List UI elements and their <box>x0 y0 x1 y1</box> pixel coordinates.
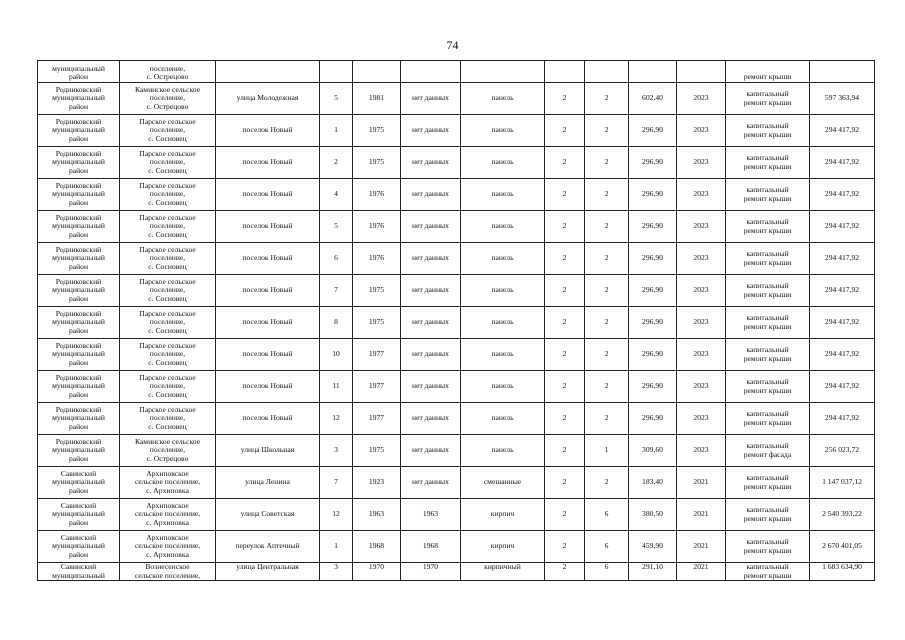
cell-area: 309,60 <box>629 435 677 467</box>
cell-cost: 2 670 401,05 <box>810 531 875 563</box>
cell-street <box>216 61 320 83</box>
table-row <box>38 179 875 211</box>
cell-district: Родниковский муниципальный район <box>38 403 120 435</box>
cell-district: Родниковский муниципальный район <box>38 435 120 467</box>
cell-area: 291,10 <box>629 563 677 581</box>
cell-settlement: Парское сельское поселение, с. Сосновец <box>120 115 216 147</box>
cell-entrances: 2 <box>585 307 629 339</box>
cell-district: Родниковский муниципальный район <box>38 83 120 115</box>
cell-year-built: 1976 <box>353 243 401 275</box>
cell-year-overhaul: нет данных <box>401 339 461 371</box>
cell-plan-year <box>677 61 726 83</box>
cell-settlement: Каминское сельское поселение, с. Острецово <box>120 83 216 115</box>
cell-plan-year: 2023 <box>677 403 726 435</box>
cell-district: Родниковский муниципальный район <box>38 211 120 243</box>
cell-entrances: 6 <box>585 499 629 531</box>
cell-house: 7 <box>320 275 353 307</box>
cell-year-overhaul: нет данных <box>401 243 461 275</box>
cell-cost: 294 417,92 <box>810 115 875 147</box>
cell-plan-year: 2023 <box>677 211 726 243</box>
cell-work-type: капитальный ремонт крыши <box>726 147 810 179</box>
cell-settlement: Вознесенское сельское поселение, <box>120 563 216 581</box>
table-row <box>38 307 875 339</box>
cell-settlement: Парское сельское поселение, с. Сосновец <box>120 403 216 435</box>
cell-year-overhaul: нет данных <box>401 467 461 499</box>
cell-area: 296,90 <box>629 371 677 403</box>
cell-year-built: 1975 <box>353 147 401 179</box>
cell-wall-material: панель <box>461 275 545 307</box>
cell-settlement: Парское сельское поселение, с. Сосновец <box>120 339 216 371</box>
cell-floors: 2 <box>545 179 585 211</box>
cell-house: 2 <box>320 147 353 179</box>
table-row <box>38 371 875 403</box>
cell-area: 296,90 <box>629 115 677 147</box>
cell-work-type: капитальный ремонт крыши <box>726 243 810 275</box>
cell-wall-material: панель <box>461 147 545 179</box>
cell-plan-year: 2023 <box>677 339 726 371</box>
cell-work-type: капитальный ремонт крыши <box>726 179 810 211</box>
cell-area: 296,90 <box>629 307 677 339</box>
cell-street: улица Школьная <box>216 435 320 467</box>
cell-floors: 2 <box>545 307 585 339</box>
cell-cost: 294 417,92 <box>810 339 875 371</box>
cell-year-overhaul <box>401 61 461 83</box>
cell-year-built: 1975 <box>353 115 401 147</box>
cell-work-type: капитальный ремонт крыши <box>726 499 810 531</box>
cell-wall-material: кирпич <box>461 531 545 563</box>
cell-street: улица Молодежная <box>216 83 320 115</box>
cell-floors: 2 <box>545 115 585 147</box>
cell-area: 296,90 <box>629 147 677 179</box>
cell-settlement: Парское сельское поселение, с. Сосновец <box>120 307 216 339</box>
cell-settlement: Архиповское сельское поселение, с. Архиповка <box>120 467 216 499</box>
cell-plan-year: 2023 <box>677 307 726 339</box>
cell-street: поселок Новый <box>216 371 320 403</box>
cell-entrances: 2 <box>585 179 629 211</box>
cell-entrances: 6 <box>585 531 629 563</box>
cell-year-overhaul: нет данных <box>401 275 461 307</box>
cell-cost: 1 147 037,12 <box>810 467 875 499</box>
cell-district: Родниковский муниципальный район <box>38 243 120 275</box>
cell-year-built: 1963 <box>353 499 401 531</box>
cell-year-overhaul: нет данных <box>401 435 461 467</box>
cell-street: улица Центральная <box>216 563 320 581</box>
cell-street: улица Ленина <box>216 467 320 499</box>
cell-cost: 294 417,92 <box>810 243 875 275</box>
cell-work-type: капитальный ремонт крыши <box>726 275 810 307</box>
cell-floors: 2 <box>545 275 585 307</box>
buildings-table <box>37 60 875 581</box>
cell-house: 12 <box>320 499 353 531</box>
cell-work-type: ремонт крыши <box>726 61 810 83</box>
cell-floors: 2 <box>545 435 585 467</box>
cell-street: поселок Новый <box>216 275 320 307</box>
cell-work-type: капитальный ремонт крыши <box>726 371 810 403</box>
cell-year-built: 1976 <box>353 179 401 211</box>
cell-street: переулок Аптечный <box>216 531 320 563</box>
cell-floors: 2 <box>545 403 585 435</box>
cell-house: 8 <box>320 307 353 339</box>
table-row <box>38 403 875 435</box>
cell-year-overhaul: нет данных <box>401 371 461 403</box>
cell-year-overhaul: нет данных <box>401 179 461 211</box>
cell-plan-year: 2023 <box>677 371 726 403</box>
cell-floors: 2 <box>545 467 585 499</box>
cell-settlement: Парское сельское поселение, с. Сосновец <box>120 211 216 243</box>
cell-year-built: 1975 <box>353 307 401 339</box>
cell-house: 6 <box>320 243 353 275</box>
cell-entrances: 2 <box>585 83 629 115</box>
cell-area: 296,90 <box>629 275 677 307</box>
cell-cost: 294 417,92 <box>810 371 875 403</box>
page-number: 74 <box>446 38 459 52</box>
cell-settlement: Парское сельское поселение, с. Сосновец <box>120 147 216 179</box>
cell-floors: 2 <box>545 371 585 403</box>
cell-entrances: 1 <box>585 435 629 467</box>
cell-year-overhaul: нет данных <box>401 83 461 115</box>
cell-year-built: 1923 <box>353 467 401 499</box>
cell-work-type: капитальный ремонт крыши <box>726 83 810 115</box>
cell-plan-year: 2023 <box>677 115 726 147</box>
cell-area: 296,90 <box>629 211 677 243</box>
cell-settlement: Парское сельское поселение, с. Сосновец <box>120 371 216 403</box>
cell-entrances: 2 <box>585 275 629 307</box>
cell-house: 4 <box>320 179 353 211</box>
table-row <box>38 339 875 371</box>
cell-entrances: 6 <box>585 563 629 581</box>
cell-work-type: капитальный ремонт крыши <box>726 403 810 435</box>
cell-entrances: 2 <box>585 339 629 371</box>
cell-year-overhaul: нет данных <box>401 211 461 243</box>
table-row <box>38 467 875 499</box>
cell-wall-material: кирпичный <box>461 563 545 581</box>
cell-wall-material <box>461 61 545 83</box>
cell-year-built: 1977 <box>353 371 401 403</box>
cell-wall-material: панель <box>461 211 545 243</box>
cell-plan-year: 2021 <box>677 563 726 581</box>
table-row <box>38 83 875 115</box>
cell-cost: 597 363,94 <box>810 83 875 115</box>
cell-cost: 294 417,92 <box>810 179 875 211</box>
cell-district: Родниковский муниципальный район <box>38 147 120 179</box>
cell-floors: 2 <box>545 563 585 581</box>
table-row <box>38 147 875 179</box>
cell-entrances: 2 <box>585 115 629 147</box>
cell-wall-material: панель <box>461 371 545 403</box>
cell-cost: 1 683 634,90 <box>810 563 875 581</box>
cell-house <box>320 61 353 83</box>
cell-floors: 2 <box>545 211 585 243</box>
cell-district: Родниковский муниципальный район <box>38 115 120 147</box>
cell-wall-material: панель <box>461 307 545 339</box>
table-row <box>38 243 875 275</box>
table-row <box>38 531 875 563</box>
cell-year-built: 1981 <box>353 83 401 115</box>
table-row <box>38 275 875 307</box>
cell-area: 296,90 <box>629 179 677 211</box>
table-row <box>38 499 875 531</box>
cell-wall-material: панель <box>461 435 545 467</box>
cell-work-type: капитальный ремонт крыши <box>726 531 810 563</box>
cell-district: Родниковский муниципальный район <box>38 179 120 211</box>
cell-cost: 294 417,92 <box>810 211 875 243</box>
cell-floors: 2 <box>545 339 585 371</box>
cell-area: 459,90 <box>629 531 677 563</box>
table-row <box>38 115 875 147</box>
cell-settlement: Каминское сельское поселение, с. Острецово <box>120 435 216 467</box>
cell-area: 296,90 <box>629 339 677 371</box>
cell-house: 12 <box>320 403 353 435</box>
cell-floors: 2 <box>545 83 585 115</box>
cell-year-built: 1970 <box>353 563 401 581</box>
cell-work-type: капитальный ремонт крыши <box>726 307 810 339</box>
cell-floors: 2 <box>545 531 585 563</box>
cell-district: муниципальный район <box>38 61 120 83</box>
cell-area <box>629 61 677 83</box>
cell-street: улица Советская <box>216 499 320 531</box>
cell-street: поселок Новый <box>216 147 320 179</box>
cell-floors: 2 <box>545 147 585 179</box>
cell-cost <box>810 61 875 83</box>
cell-district: Савинский муниципальный район <box>38 467 120 499</box>
cell-work-type: капитальный ремонт крыши <box>726 467 810 499</box>
cell-year-built: 1977 <box>353 339 401 371</box>
cell-house: 5 <box>320 211 353 243</box>
cell-plan-year: 2023 <box>677 243 726 275</box>
cell-floors: 2 <box>545 499 585 531</box>
cell-cost: 294 417,92 <box>810 403 875 435</box>
cell-year-built: 1976 <box>353 211 401 243</box>
cell-entrances: 2 <box>585 403 629 435</box>
cell-house: 3 <box>320 563 353 581</box>
cell-area: 380,50 <box>629 499 677 531</box>
cell-plan-year: 2023 <box>677 275 726 307</box>
cell-entrances: 2 <box>585 243 629 275</box>
cell-house: 5 <box>320 83 353 115</box>
cell-year-overhaul: 1963 <box>401 499 461 531</box>
cell-entrances <box>585 61 629 83</box>
cell-wall-material: панель <box>461 179 545 211</box>
cell-wall-material: панель <box>461 83 545 115</box>
cell-area: 296,90 <box>629 243 677 275</box>
cell-settlement: Архиповское сельское поселение, с. Архиповка <box>120 499 216 531</box>
cell-work-type: капитальный ремонт крыши <box>726 339 810 371</box>
cell-house: 7 <box>320 467 353 499</box>
cell-district: Родниковский муниципальный район <box>38 275 120 307</box>
cell-area: 602,40 <box>629 83 677 115</box>
cell-year-overhaul: нет данных <box>401 115 461 147</box>
cell-wall-material: кирпич <box>461 499 545 531</box>
cell-year-built: 1968 <box>353 531 401 563</box>
cell-entrances: 2 <box>585 371 629 403</box>
cell-settlement: Парское сельское поселение, с. Сосновец <box>120 275 216 307</box>
cell-cost: 294 417,92 <box>810 275 875 307</box>
cell-entrances: 2 <box>585 147 629 179</box>
cell-plan-year: 2021 <box>677 531 726 563</box>
table-row <box>38 563 875 581</box>
cell-entrances: 2 <box>585 467 629 499</box>
cell-year-overhaul: 1970 <box>401 563 461 581</box>
cell-settlement: Парское сельское поселение, с. Сосновец <box>120 179 216 211</box>
cell-plan-year: 2021 <box>677 467 726 499</box>
cell-plan-year: 2023 <box>677 83 726 115</box>
cell-wall-material: смешанные <box>461 467 545 499</box>
cell-street: поселок Новый <box>216 243 320 275</box>
cell-work-type: капитальный ремонт крыши <box>726 211 810 243</box>
cell-plan-year: 2021 <box>677 499 726 531</box>
cell-wall-material: панель <box>461 115 545 147</box>
cell-house: 10 <box>320 339 353 371</box>
cell-work-type: капитальный ремонт фасада <box>726 435 810 467</box>
cell-house: 3 <box>320 435 353 467</box>
cell-wall-material: панель <box>461 339 545 371</box>
cell-wall-material: панель <box>461 403 545 435</box>
table-row <box>38 435 875 467</box>
cell-street: поселок Новый <box>216 307 320 339</box>
cell-district: Родниковский муниципальный район <box>38 307 120 339</box>
cell-house: 1 <box>320 115 353 147</box>
cell-settlement: поселение, с. Острецово <box>120 61 216 83</box>
cell-settlement: Парское сельское поселение, с. Сосновец <box>120 243 216 275</box>
cell-year-overhaul: нет данных <box>401 307 461 339</box>
cell-street: поселок Новый <box>216 115 320 147</box>
cell-year-built: 1975 <box>353 435 401 467</box>
cell-plan-year: 2023 <box>677 179 726 211</box>
cell-year-overhaul: нет данных <box>401 403 461 435</box>
cell-year-built: 1975 <box>353 275 401 307</box>
cell-settlement: Архиповское сельское поселение, с. Архиповка <box>120 531 216 563</box>
cell-work-type: капитальный ремонт крыши <box>726 115 810 147</box>
cell-work-type: капитальный ремонт крыши <box>726 563 810 581</box>
cell-wall-material: панель <box>461 243 545 275</box>
cell-area: 183,40 <box>629 467 677 499</box>
cell-entrances: 2 <box>585 211 629 243</box>
cell-year-overhaul: нет данных <box>401 147 461 179</box>
table-row <box>38 61 875 83</box>
cell-district: Родниковский муниципальный район <box>38 339 120 371</box>
cell-district: Савинский муниципальный район <box>38 499 120 531</box>
cell-plan-year: 2023 <box>677 435 726 467</box>
cell-area: 296,90 <box>629 403 677 435</box>
cell-year-built: 1977 <box>353 403 401 435</box>
cell-floors <box>545 61 585 83</box>
cell-cost: 294 417,92 <box>810 307 875 339</box>
table-row <box>38 211 875 243</box>
cell-street: поселок Новый <box>216 211 320 243</box>
cell-district: Савинский муниципальный <box>38 563 120 581</box>
cell-cost: 256 023,72 <box>810 435 875 467</box>
cell-floors: 2 <box>545 243 585 275</box>
cell-plan-year: 2023 <box>677 147 726 179</box>
cell-street: поселок Новый <box>216 403 320 435</box>
cell-district: Родниковский муниципальный район <box>38 371 120 403</box>
cell-house: 11 <box>320 371 353 403</box>
cell-district: Савинский муниципальный район <box>38 531 120 563</box>
cell-year-overhaul: 1968 <box>401 531 461 563</box>
cell-house: 1 <box>320 531 353 563</box>
cell-street: поселок Новый <box>216 179 320 211</box>
cell-cost: 2 540 393,22 <box>810 499 875 531</box>
cell-street: поселок Новый <box>216 339 320 371</box>
cell-year-built <box>353 61 401 83</box>
cell-cost: 294 417,92 <box>810 147 875 179</box>
